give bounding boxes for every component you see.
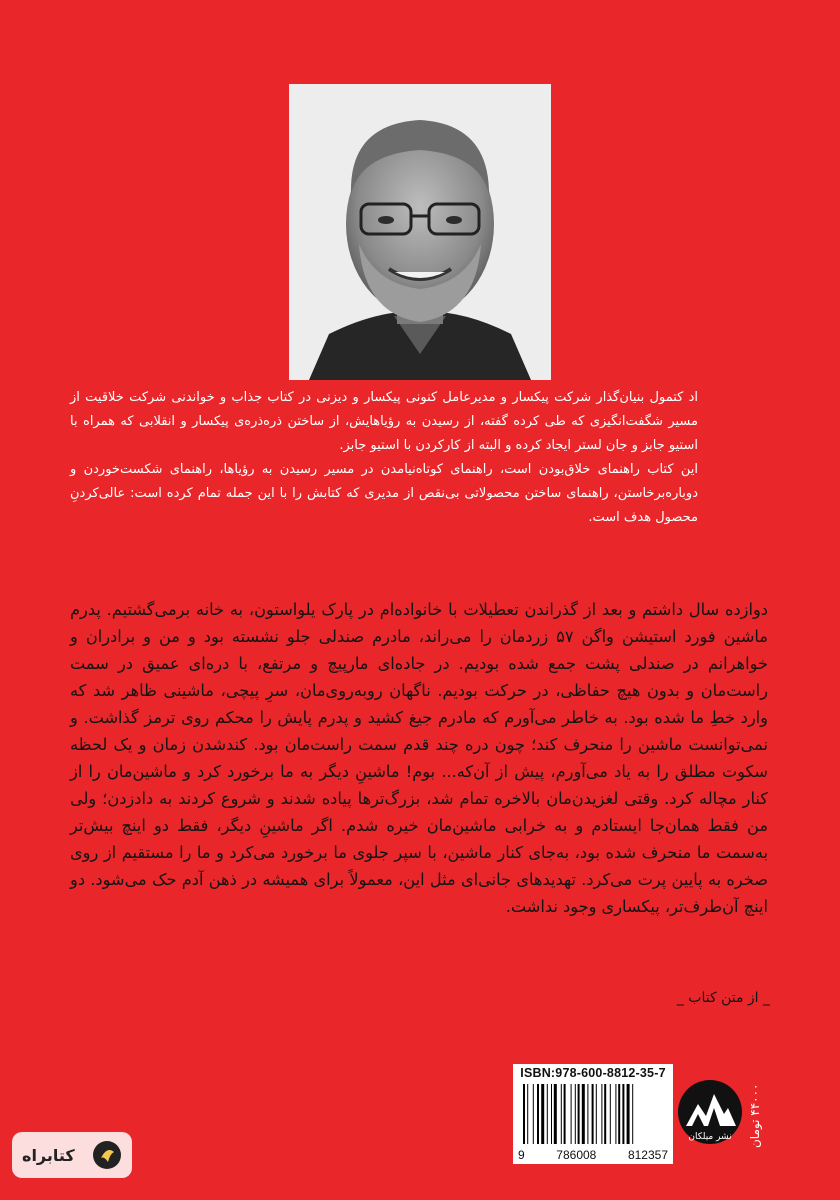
barcode-bar	[554, 1084, 557, 1144]
barcode-bar	[627, 1084, 630, 1144]
barcode-bar	[610, 1084, 611, 1144]
barcode-digits-group-2: 812357	[627, 1148, 668, 1162]
barcode-bar	[578, 1084, 580, 1144]
barcode-bar	[541, 1084, 544, 1144]
author-portrait	[289, 84, 551, 380]
isbn-text: ISBN:978-600-8812-35-7	[520, 1066, 666, 1080]
barcode-bar	[587, 1084, 588, 1144]
bio-paragraph-1: اد کتمول بنیان‌گذار شرکت پیکسار و مدیرعامل کنونی پیکسار و دیزنی در کتاب جذاب و خواندنی شرکت خلاقیت از مسیر شگفت‌انگیزی که طی کرده گفته، از رسیدن به رؤیاهایش، از ساختن ذره‌ذره‌ی پیکسار و انقلابی که همراه با استیو جابز و جان لستر ایجاد کرده و البته از کارکردن با استیو جابز.	[70, 390, 698, 453]
barcode-bar	[596, 1084, 597, 1144]
barcode-bar	[615, 1084, 616, 1144]
store-logo-icon	[92, 1140, 122, 1170]
barcode-bar	[632, 1084, 633, 1144]
barcode-graphic-icon	[521, 1084, 665, 1144]
barcode-bar	[523, 1084, 525, 1144]
isbn-barcode	[513, 1064, 673, 1164]
author-bio	[70, 386, 698, 530]
publisher-name: نشر میلکان	[688, 1132, 732, 1142]
barcode-digits-group-1: 786008	[556, 1148, 597, 1162]
barcode-digit-first: 9	[518, 1148, 525, 1162]
barcode-bar	[561, 1084, 562, 1144]
publisher-mountains-logo-icon	[676, 1064, 744, 1164]
excerpt-source: _ از متن کتاب _	[676, 990, 770, 1006]
store-name: کتابراه	[22, 1145, 75, 1165]
barcode-bar	[592, 1084, 594, 1144]
store-watermark[interactable]	[12, 1132, 132, 1178]
portrait-photo-icon	[289, 84, 551, 380]
barcode-bar	[564, 1084, 566, 1144]
barcode-bar	[618, 1084, 620, 1144]
barcode-bar	[582, 1084, 585, 1144]
barcode-bar	[533, 1084, 534, 1144]
book-excerpt: دوازده سال داشتم و بعد از گذراندن تعطیلات با خانواده‌ام در پارک یلواستون، به خانه برمی‌گشتیم. پدرم ماشین فورد استیشن واگن ۵۷ زردمان را می‌راند، مادرم صندلی جلو نشسته بود و من و برادران و خواهرانم در صندلی پشت جمع شده بودیم. در جاده‌ای مارپیچ و مرتفع، با دره‌ای عمیق در سمت راست‌مان و بدون هیچ حفاظی، در حرکت بودیم. ناگهان روبه‌روی‌مان، سرِ پیچی، ماشینی ظاهر شد که وارد خطِ ما شده بود. به خاطر می‌آورم که مادرم جیغ کشید و پدرم پایش را محکم روی ترمز گذاشت. و نمی‌توانست ماشین را منحرف کند؛ چون دره چند قدم سمت راست‌مان بود. کندشدن زمان و یک لحظه سکوت مطلق را به یاد می‌آورم، پیش از آن‌که... بوم! ماشینِ دیگر به ما برخورد کرد و ماشین‌مان را از کنار مچاله کرد. وقتی لغزیدن‌مان بالاخره تمام شد، بزرگ‌ترها پیاده شدند و شروع کردند به دادزدن؛ ولی من فقط همان‌جا ایستادم و به خرابی ماشین‌مان خیره شدم. اگر ماشینِ دیگر، فقط دو اینچ بیش‌تر به‌سمت ما منحرف شده بود، به‌جای کنار ماشین، با سپر جلوی ما برخورد می‌کرد و ما را مستقیم از روی صخره به پایین پرت می‌کرد. تهدیدهای جانی‌ای مثل این، معمولاً برای همیشه در ذهن آدم حک می‌شود. دو اینچ آن‌طرف‌تر، پیکساری وجود نداشت.	[70, 600, 768, 916]
barcode-bar	[601, 1084, 602, 1144]
barcode-bar	[575, 1084, 576, 1144]
barcode-bar	[527, 1084, 528, 1144]
barcode-bar	[551, 1084, 552, 1144]
barcode-bar	[537, 1084, 539, 1144]
barcode-bar	[571, 1084, 572, 1144]
barcode-digits	[513, 1148, 673, 1162]
bio-paragraph-2: این کتاب راهنمای خلاق‌بودن است، راهنمای کوتاه‌نیامدن در مسیر رسیدن به رؤیاها، راهنمای شکست‌خوردن و دوباره‌برخاستن، راهنمای ساختن محصولاتی بی‌نقص از مدیری که کتابش را با این جمله تمام کرده است: عالی‌کردنِ محصول هدف است.	[70, 462, 698, 525]
barcode-bar	[547, 1084, 548, 1144]
barcode-bar	[622, 1084, 624, 1144]
barcode-bar	[604, 1084, 606, 1144]
publisher-logo	[676, 1064, 744, 1164]
price-label: ۴۴۰۰۰ تومان	[748, 1083, 762, 1149]
